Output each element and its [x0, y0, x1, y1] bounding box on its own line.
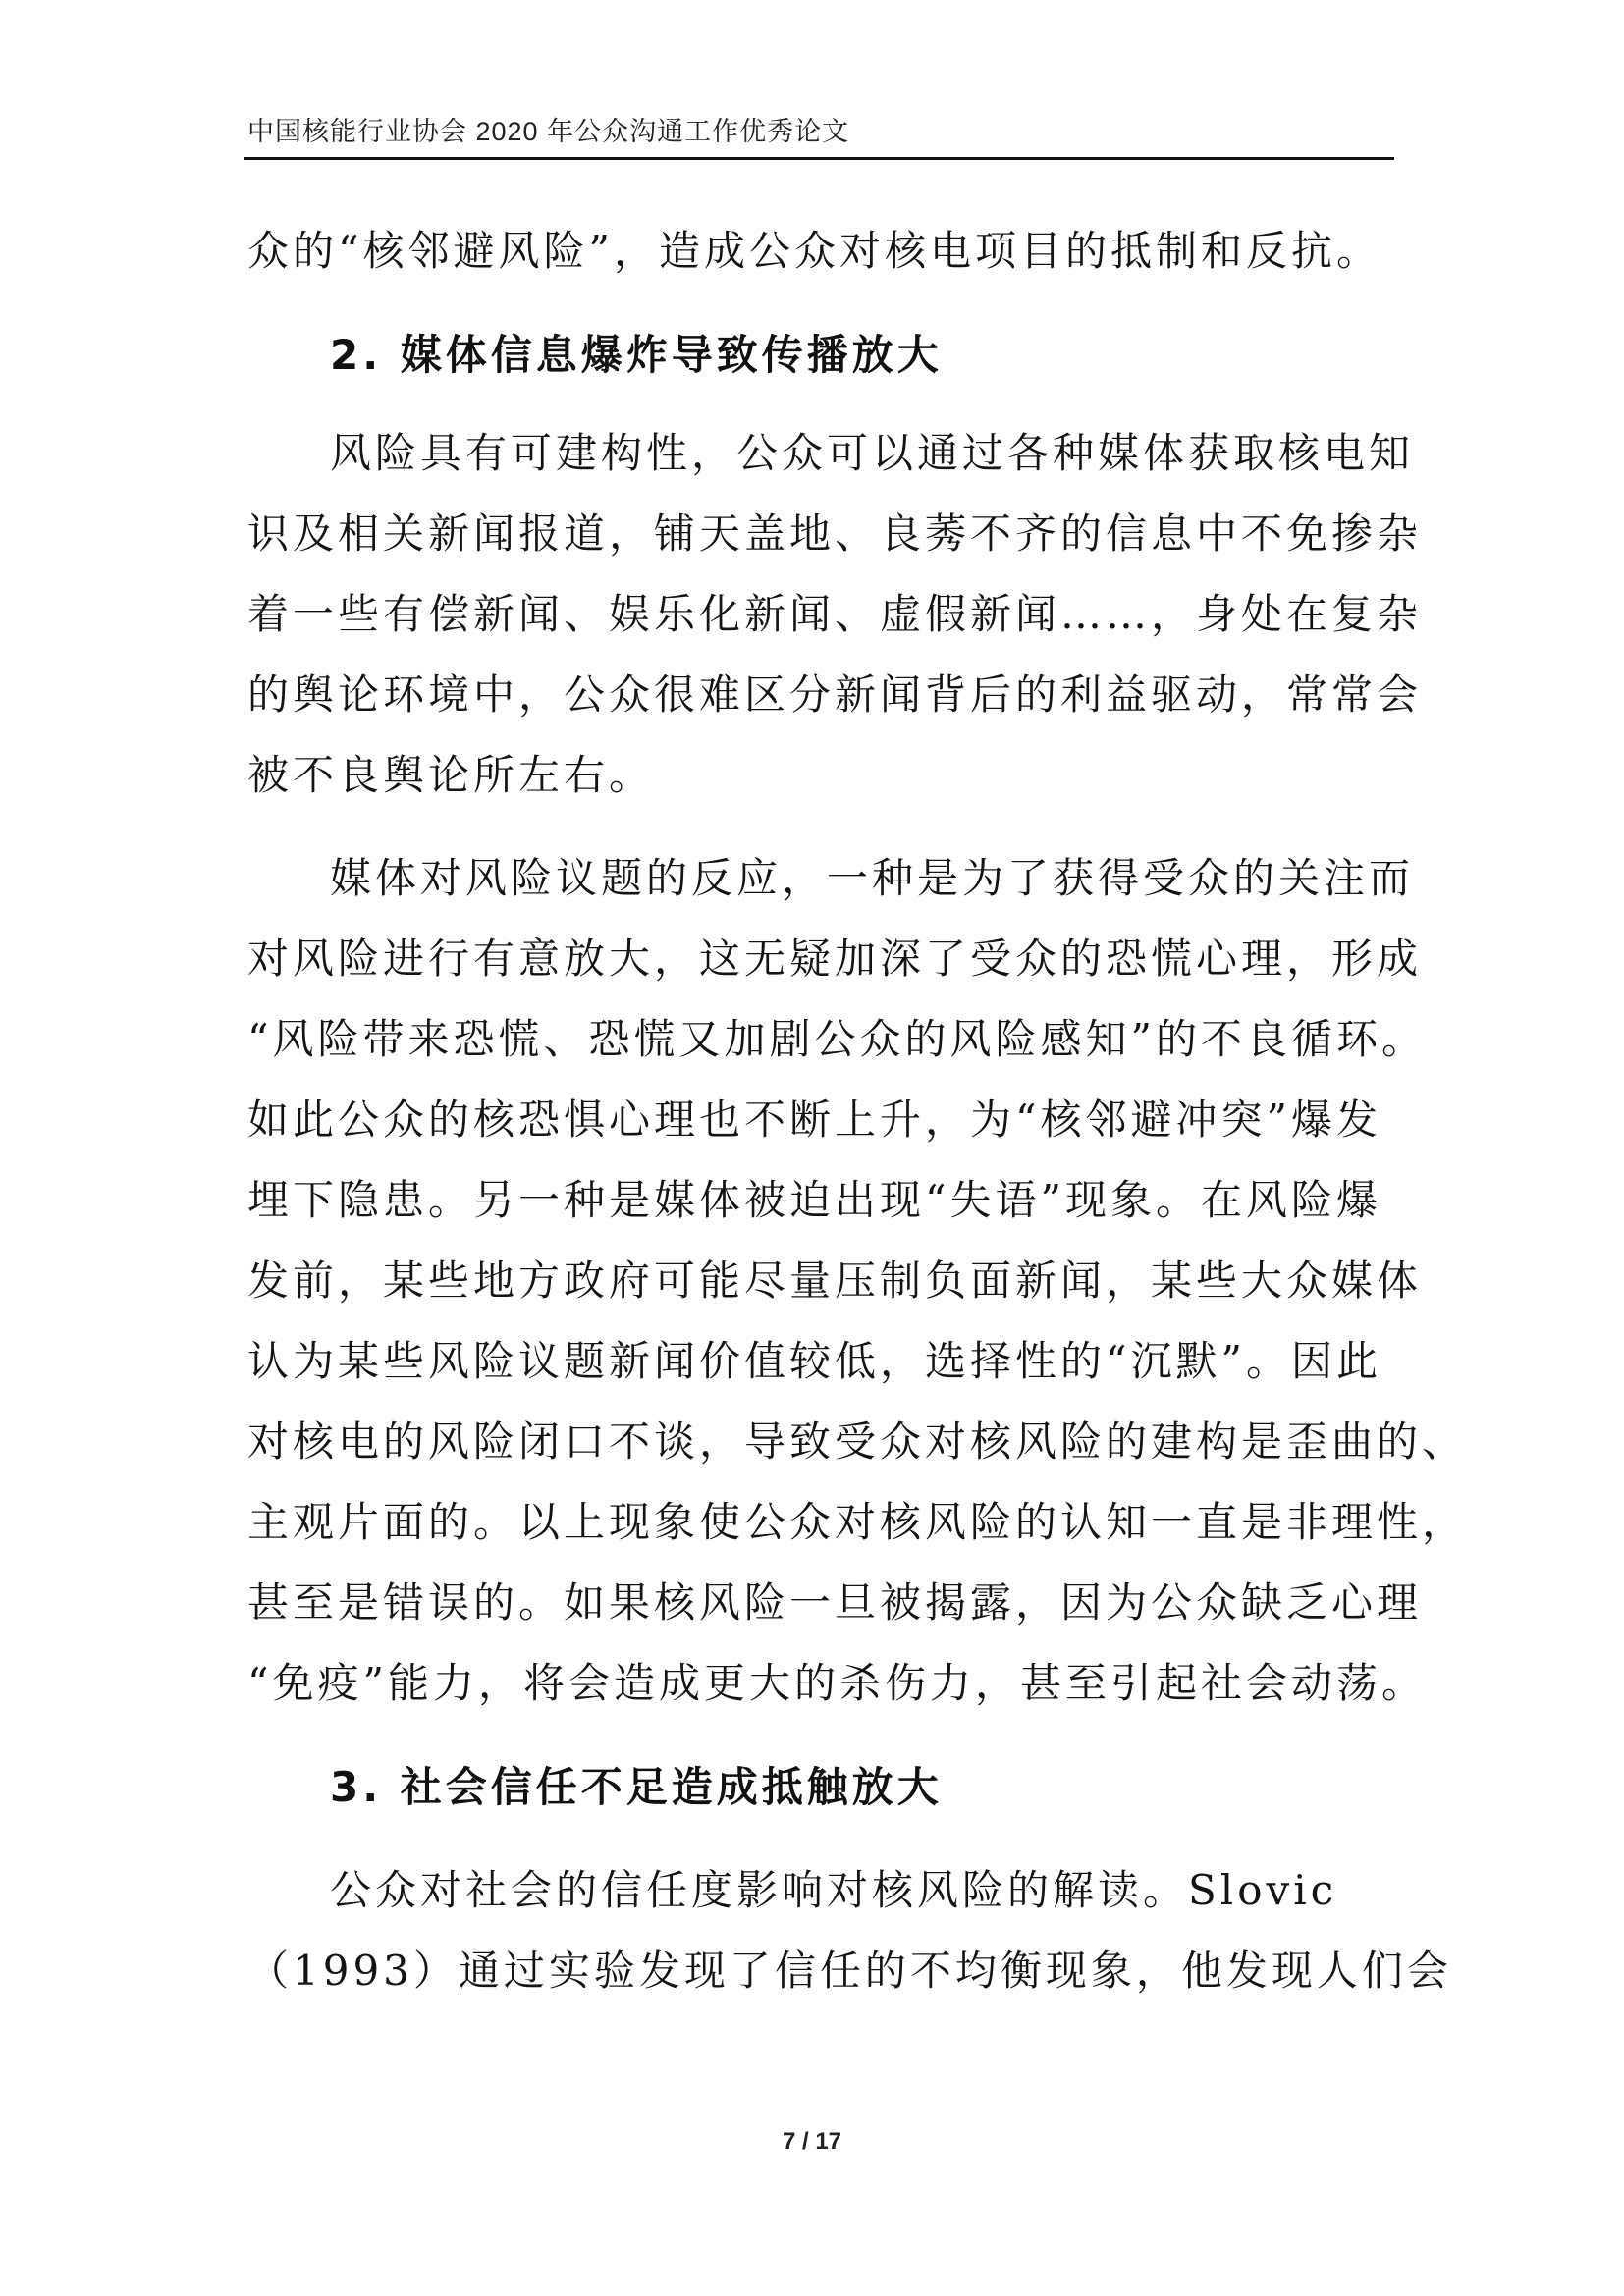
body-line: 众的“核邻避风险”，造成公众对核电项目的抵制和反抗。: [247, 227, 1381, 275]
paragraph-line: 识及相关新闻报道，铺天盖地、良莠不齐的信息中不免掺杂: [247, 509, 1423, 558]
paragraph-line: 主观片面的。以上现象使公众对核风险的认知一直是非理性，: [247, 1498, 1468, 1546]
paragraph-line: 埋下隐患。另一种是媒体被迫出现“失语”现象。在风险爆: [247, 1176, 1381, 1224]
paragraph-line: （1993）通过实验发现了信任的不均衡现象，他发现人们会: [247, 1947, 1452, 1995]
paragraph-line: 的舆论环境中，公众很难区分新闻背后的利益驱动，常常会: [247, 670, 1423, 719]
paragraph-line: 甚至是错误的。如果核风险一旦被揭露，因为公众缺乏心理: [247, 1578, 1423, 1627]
section-heading-2: 2. 媒体信息爆炸导致传播放大: [330, 331, 943, 379]
paragraph-line: “免疫”能力，将会造成更大的杀伤力，甚至引起社会动荡。: [247, 1659, 1427, 1707]
paragraph-line: 媒体对风险议题的反应，一种是为了获得受众的关注而: [330, 854, 1415, 902]
section-heading-3: 3. 社会信任不足造成抵触放大: [330, 1763, 943, 1811]
paragraph-line: 风险具有可建构性，公众可以通过各种媒体获取核电知: [330, 429, 1415, 477]
running-header: 中国核能行业协会 2020 年公众沟通工作优秀论文: [247, 117, 850, 146]
header-rule: [244, 157, 1394, 160]
paragraph-line: 被不良舆论所左右。: [247, 751, 655, 799]
paragraph-line: 如此公众的核恐惧心理也不断上升，为“核邻避冲突”爆发: [247, 1095, 1381, 1144]
paragraph-line: 公众对社会的信任度影响对核风险的解读。Slovic: [330, 1866, 1338, 1914]
page-number: 7 / 17: [782, 2128, 842, 2155]
paragraph-line: “风险带来恐慌、恐慌又加剧公众的风险感知”的不良循环。: [247, 1015, 1427, 1063]
paragraph-line: 着一些有偿新闻、娱乐化新闻、虚假新闻……，身处在复杂: [247, 590, 1423, 638]
paragraph-line: 对风险进行有意放大，这无疑加深了受众的恐慌心理，形成: [247, 934, 1423, 983]
paragraph-line: 对核电的风险闭口不谈，导致受众对核风险的建构是歪曲的、: [247, 1417, 1468, 1466]
paragraph-line: 发前，某些地方政府可能尽量压制负面新闻，某些大众媒体: [247, 1256, 1423, 1305]
paragraph-line: 认为某些风险议题新闻价值较低，选择性的“沉默”。因此: [247, 1337, 1381, 1385]
